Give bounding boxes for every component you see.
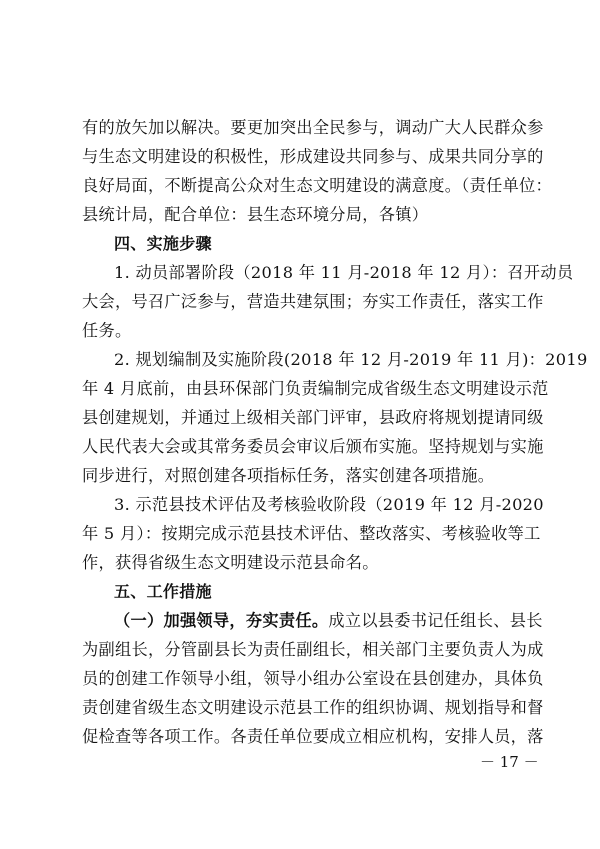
step-2-line: 年 4 月底前，由县环保部门负责编制完成省级生态文明建设示范 xyxy=(82,379,549,398)
section-heading-4: 四、实施步骤 xyxy=(114,234,212,253)
step-1-line: 1. 动员部署阶段（2018 年 11 月-2018 年 12 月）：召开动员 xyxy=(114,263,574,282)
paragraph-line: 良好局面，不断提高公众对生态文明建设的满意度。（责任单位： xyxy=(82,176,553,195)
paragraph-line: 县统计局，配合单位：县生态环境分局，各镇） xyxy=(82,205,429,224)
page-number: － 17 － xyxy=(480,753,539,771)
step-2-line: 人民代表大会或其常务委员会审议后颁布实施。坚持规划与实施 xyxy=(82,437,544,456)
step-1-line: 大会，号召广泛参与，营造共建氛围；夯实工作责任，落实工作 xyxy=(82,292,544,311)
step-3-line: 3. 示范县技术评估及考核验收阶段（2019 年 12 月-2020 xyxy=(114,495,544,514)
step-2-line: 同步进行，对照创建各项指标任务，落实创建各项措施。 xyxy=(82,466,495,485)
measure-1-line-rest: 成立以县委书记任组长、县长 xyxy=(328,611,543,630)
measure-1-lead: （一）加强领导，夯实责任。 xyxy=(114,611,329,630)
step-3-line: 作，获得省级生态文明建设示范县命名。 xyxy=(82,553,379,572)
paragraph-line: 有的放矢加以解决。要更加突出全民参与，调动广大人民群众参 xyxy=(82,118,544,137)
step-2-line: 县创建规划，并通过上级相关部门评审，县政府将规划提请同级 xyxy=(82,408,544,427)
measure-1-line: 员的创建工作领导小组，领导小组办公室设在县创建办，具体负 xyxy=(82,669,544,688)
paragraph-line: 与生态文明建设的积极性，形成建设共同参与、成果共同分享的 xyxy=(82,147,544,166)
measure-1-line: 为副组长，分管副县长为责任副组长，相关部门主要负责人为成 xyxy=(82,640,544,659)
step-1-line: 任务。 xyxy=(82,321,132,340)
measure-1-line xyxy=(114,607,543,635)
section-heading-5: 五、工作措施 xyxy=(114,582,212,601)
measure-1-line: 促检查等各项工作。各责任单位要成立相应机构，安排人员，落 xyxy=(82,727,544,746)
measure-1-line: 责创建省级生态文明建设示范县工作的组织协调、规划指导和督 xyxy=(82,698,544,717)
step-3-line: 年 5 月）：按期完成示范县技术评估、整改落实、考核验收等工 xyxy=(82,524,541,543)
step-2-line: 2. 规划编制及实施阶段(2018 年 12 月-2019 年 11 月)：2019 xyxy=(114,350,588,369)
